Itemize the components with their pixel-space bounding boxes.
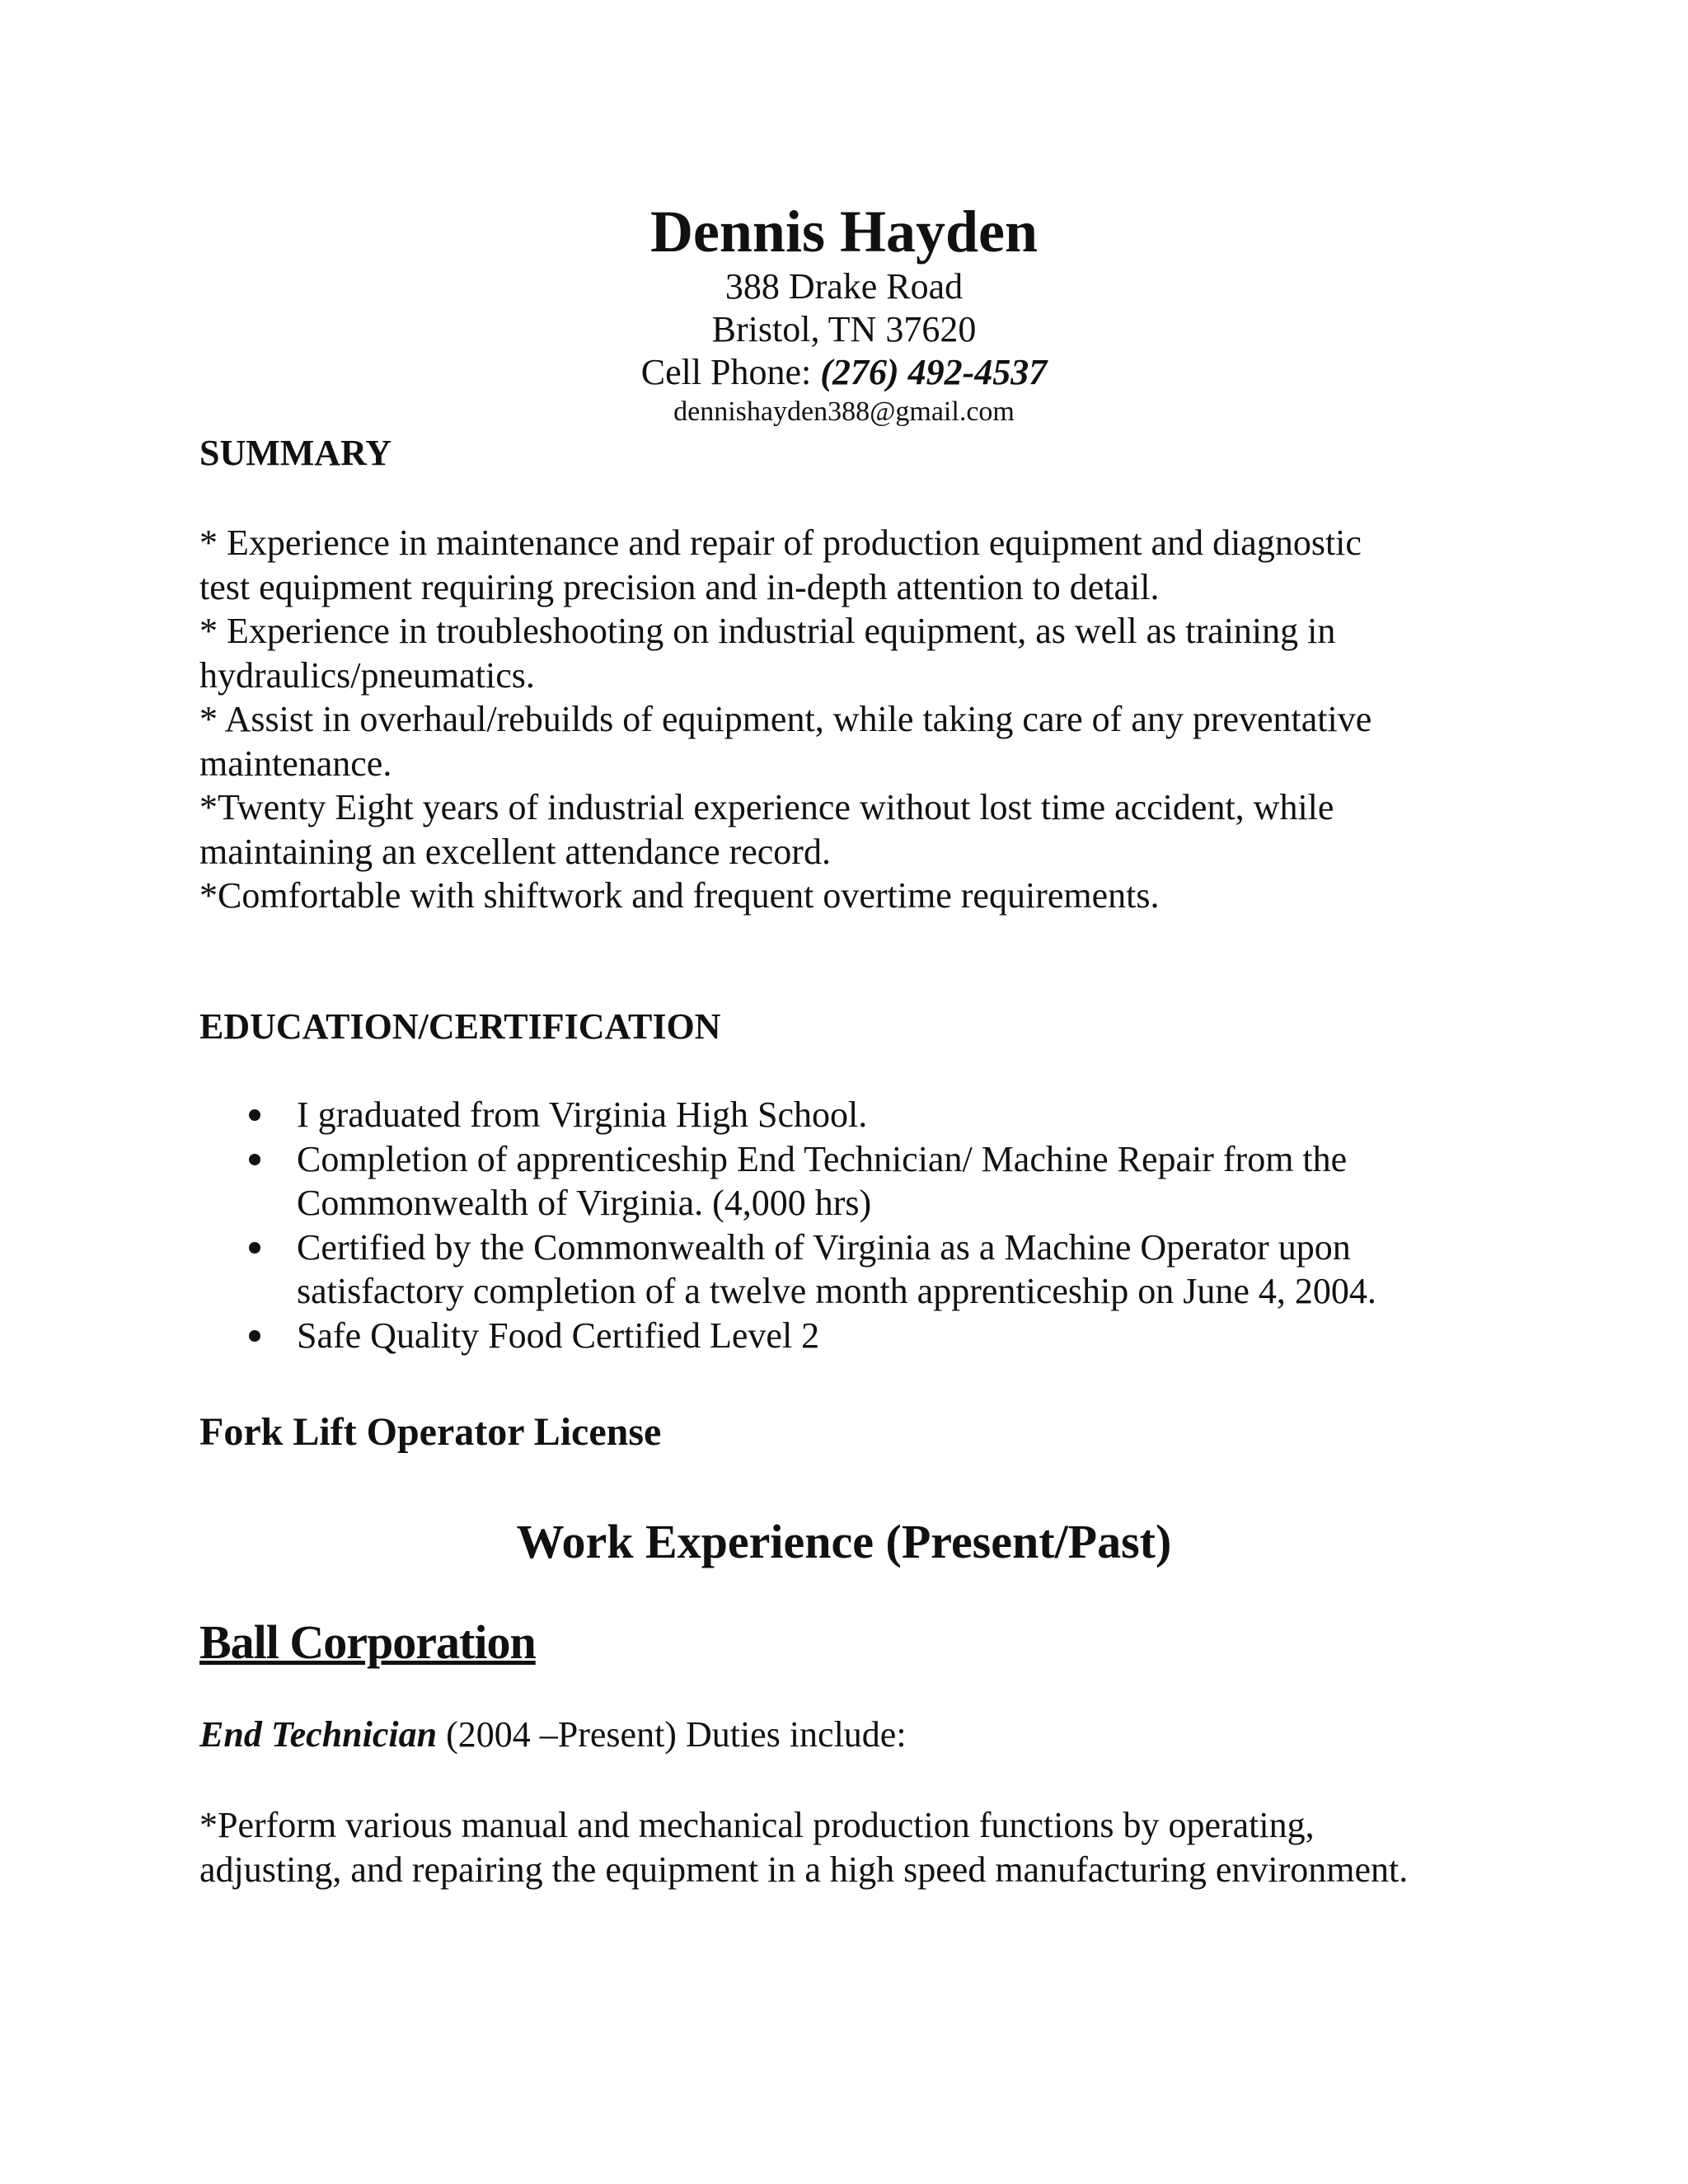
bullet-icon	[249, 1330, 260, 1342]
bullet-icon	[249, 1154, 260, 1165]
address-line-1: 388 Drake Road	[724, 266, 964, 307]
summary-line: hydraulics/pneumatics.	[199, 654, 535, 696]
duties-wrap	[199, 1803, 1518, 1891]
list-item: Certified by the Commonwealth of Virginia as a Machine Operator upon satisfactory completion of a twelve month apprenticeship on June 4, 2004.	[297, 1226, 1518, 1314]
list-item: I graduated from Virginia High School.	[297, 1093, 1518, 1137]
list-item: Completion of apprenticeship End Technician/ Machine Repair from the Commonwealth of Virginia. (4,000 hrs)	[297, 1137, 1518, 1226]
phone-label: Cell Phone:	[640, 352, 821, 392]
duties-line: adjusting, and repairing the equipment in a high speed manufacturing environment.	[199, 1849, 1409, 1890]
license-wrap	[199, 1408, 1518, 1457]
summary-line: * Experience in maintenance and repair of production equipment and diagnostic	[199, 523, 1362, 563]
applicant-name: Dennis Hayden	[649, 199, 1039, 265]
company-name: Ball Corporation	[199, 1615, 536, 1669]
work-experience-heading: Work Experience (Present/Past)	[516, 1515, 1172, 1568]
phone-line	[0, 351, 1688, 394]
resume-header	[0, 198, 1688, 430]
summary-line: test equipment requiring precision and in-depth attention to detail.	[199, 566, 1160, 607]
summary-line: *Comfortable with shiftwork and frequent overtime requirements.	[199, 875, 1160, 916]
summary-section	[199, 432, 1518, 475]
summary-body	[199, 521, 1518, 918]
job-line	[199, 1713, 1518, 1757]
summary-heading: SUMMARY	[199, 433, 392, 473]
company-wrap	[199, 1614, 1518, 1671]
license-heading: Fork Lift Operator License	[199, 1410, 662, 1454]
education-section	[199, 1005, 1518, 1048]
job-line-wrap	[199, 1713, 1518, 1757]
summary-line: * Experience in troubleshooting on industrial equipment, as well as training in	[199, 611, 1336, 651]
bullet-icon	[249, 1109, 260, 1121]
education-list	[199, 1093, 1518, 1357]
summary-line: * Assist in overhaul/rebuilds of equipment, while taking care of any preventative	[199, 699, 1372, 739]
list-item: Safe Quality Food Certified Level 2	[297, 1314, 1518, 1358]
summary-line: maintaining an excellent attendance record.	[199, 831, 831, 872]
education-heading: EDUCATION/CERTIFICATION	[199, 1006, 721, 1047]
bullet-icon	[249, 1242, 260, 1254]
phone-number: (276) 492-4537	[820, 352, 1048, 392]
email-address: dennishayden388@gmail.com	[673, 396, 1015, 427]
address-line-2: Bristol, TN 37620	[711, 309, 977, 349]
job-detail: (2004 –Present) Duties include:	[437, 1714, 907, 1755]
job-title: End Technician	[199, 1714, 438, 1755]
summary-line: maintenance.	[199, 743, 392, 784]
education-list-wrap	[199, 1093, 1518, 1357]
duties-line: *Perform various manual and mechanical production functions by operating,	[199, 1805, 1315, 1845]
summary-line: *Twenty Eight years of industrial experience without lost time accident, while	[199, 787, 1334, 827]
